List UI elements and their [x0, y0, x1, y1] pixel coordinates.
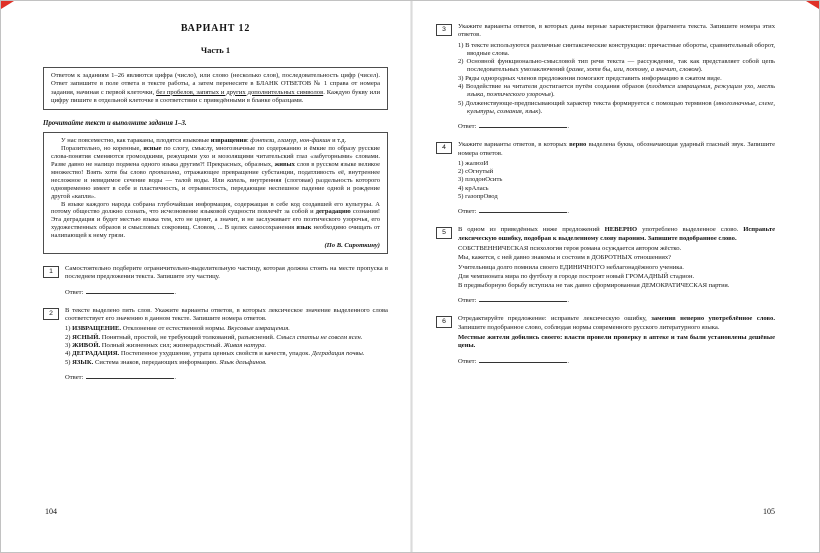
answer-label: Ответ:	[458, 208, 477, 216]
answer-label: Ответ:	[458, 297, 477, 305]
page-number-right: 105	[763, 507, 775, 516]
task-5-sentence-4: Для чемпионата мира по футболу в городе построят новый ГРОМАДНЫЙ стадион.	[458, 272, 695, 280]
left-page	[1, 1, 410, 552]
answer-line	[458, 295, 775, 304]
answer-blank[interactable]	[479, 356, 570, 365]
task-3-option-4: 4) Воздействие на читателя достигается путём создания образов (плодятся извращения, режущим ухо, месть языка, поэтического узорочья).	[458, 83, 775, 99]
answer-label: Ответ:	[458, 357, 477, 365]
answer-blank[interactable]	[479, 295, 570, 305]
passage-attribution: (По В. Сироткину)	[324, 242, 380, 250]
passage-paragraph: У нас повсеместно, как тараканы, плодятся языковые извращения: фэнтези, гламур, нон-фикшн и т.д.	[61, 137, 347, 145]
task-5-body	[458, 226, 775, 304]
task-2-option-2: 2) ЯСНЫЙ. Понятный, простой, не требующий толкований, разъяснений. Смысл статьи не совсем ясен.	[65, 333, 363, 341]
answer-suffix: .	[174, 288, 177, 296]
answer-label: Ответ:	[65, 373, 84, 381]
task-2-option-3: 3) ЖИВОЙ. Полный жизненных сил; жизнерадостный. Живая натура.	[65, 341, 267, 349]
task-2-body	[65, 307, 388, 381]
task-5-sentence-3: Учительница долго помнила своего ЕДИНИЧНОГО неблагонадёжного ученика.	[458, 263, 684, 271]
task-6-sentence: Местные жители добились своего: власти провели проверку в аптеке и там были установлены дешёвые цены.	[458, 334, 775, 350]
task-5-sentence-2: Мы, кажется, с ней давно знакомы и состоим в ДОБРОТНЫХ отношениях?	[458, 254, 672, 262]
task-5-prompt: В одном из приведённых ниже предложений НЕВЕРНО употреблено выделенное слово. Исправьте лексическую ошибку, подобрав к выделенному слову пароним. Запишите подобранное слово.	[458, 226, 775, 242]
passage-box	[43, 132, 388, 254]
task-2-option-4: 4) ДЕГРАДАЦИЯ. Постепенное ухудшение, утрата ценных свойств и качеств, упадок. Деградация почвы.	[65, 350, 365, 358]
answer-blank[interactable]	[479, 121, 570, 131]
answer-suffix: .	[567, 297, 570, 305]
task-1-body	[65, 265, 388, 296]
answer-blank[interactable]	[479, 206, 570, 216]
task-5-sentence-5: В предвыборную борьбу вступила не так давно сформированная ДЕМОКРАТИЧЕСКАЯ партия.	[458, 282, 730, 290]
task-4-option-3: 3) плодонОсить	[458, 176, 503, 184]
task-6-prompt: Отредактируйте предложение: исправьте лексическую ошибку, заменив неверно употреблённое слово. Запишите подобранное слово, соблюдая нормы современного русского литературного языка.	[458, 315, 775, 331]
task-2-option-1: 1) ИЗВРАЩЕНИЕ. Отклонение от естественной нормы. Вкусовые извращения.	[65, 325, 290, 333]
answer-suffix: .	[174, 373, 177, 381]
task-4-body	[458, 141, 775, 215]
page-gutter	[410, 1, 413, 552]
task-4-option-4: 4) крАлась	[458, 184, 489, 192]
task-3	[436, 23, 775, 130]
answer-line	[458, 121, 775, 130]
task-3-prompt: Укажите варианты ответов, в которых даны верные характеристики фрагмента текста. Запишите номера этих ответов.	[458, 23, 775, 39]
answer-blank[interactable]	[86, 287, 177, 296]
read-prompt: Прочитайте текст и выполните задания 1–3.	[43, 120, 187, 128]
answer-line	[65, 287, 388, 296]
task-3-option-1: 1) В тексте используются различные синтаксические конструкции: причастные обороты, сравнительный оборот, вводные слова.	[458, 41, 776, 57]
task-3-option-3: 3) Ряды однородных членов предложения помогают представить информацию в сжатом виде.	[458, 74, 722, 82]
task-1	[43, 265, 388, 296]
passage-paragraph: Поразительно, но коренные, ясные по слогу, смыслу, многозначные по содержанию и ёмкие по образу русские слова-понятия сменяются громоздкими, режущими ухо и мозолящими читательский глаз «забугорными» словами. Разве давно не налицо подмена одного языка другим?! Прекрасных, образных, живых слов в русском языке великое множество! Взять хотя бы слово проталина, отражающее превращение субстанции, податливость её, внутреннее несложное и невидимое сечение воды — талой воды. Или капель, внутренняя (слоговая) раздельность которого одновременно имеет в себе и пластичность, и отрывистость, передающие неспешное падение одной и рождение другой «капли».	[51, 145, 381, 200]
task-6	[436, 315, 775, 364]
task-3-number-box: 3	[436, 24, 452, 36]
part-title: Часть 1	[200, 45, 231, 55]
page-number-left: 104	[45, 507, 57, 516]
task-4-option-1: 1) жалюзИ	[458, 159, 489, 167]
task-1-number-box: 1	[43, 266, 59, 278]
task-3-option-2: 2) Основной функционально-смысловой тип речи текста — рассуждение, так как представляет собой цепь последовательных умозаключений (разве, хотя бы, или, потому, а значит, словом).	[458, 58, 775, 74]
task-5-sentence-1: СОБСТВЕННИЧЕСКАЯ психология героя романа осуждается автором жёстко.	[458, 244, 682, 252]
answer-label: Ответ:	[65, 288, 84, 296]
task-2-option-5: 5) ЯЗЫК. Система знаков, передающих информацию. Язык дельфинов.	[65, 358, 267, 366]
task-2	[43, 307, 388, 381]
right-page	[410, 1, 819, 552]
task-4	[436, 141, 775, 215]
task-4-option-2: 2) сОгнутый	[458, 168, 494, 176]
answer-suffix: .	[567, 123, 570, 131]
answer-line	[65, 372, 388, 381]
task-5	[436, 226, 775, 304]
answer-line	[458, 206, 775, 215]
answer-line	[458, 356, 775, 365]
task-1-prompt: Самостоятельно подберите ограничительно-выделительную частицу, которая должна стоять на месте пропуска в последнем предложении текста. Запишите эту частицу.	[65, 265, 388, 281]
answer-suffix: .	[567, 208, 570, 216]
passage-paragraph: В языке каждого народа собрана глубочайшая информация, содержащая в себе код создавшей его культуры. А потому общество должно сознать, что исчезновение языковой сущности повлечёт за собой и деградацию сознания! Эта деградация и будет местью языка тем, кто не ценит, а значит, и не заслуживает его поэтического узорочья, его художественных образов и смысловых сокровищ. Словом, ... В целях самосохранения язык необходимо очищать от налипающей к нему грязи.	[51, 200, 381, 240]
task-4-prompt: Укажите варианты ответов, в которых верно выделена буква, обозначающая ударный гласный звук. Запишите номера ответов.	[458, 141, 775, 157]
task-4-number-box: 4	[436, 142, 452, 154]
answer-suffix: .	[567, 357, 570, 365]
task-6-number-box: 6	[436, 316, 452, 328]
task-4-option-5: 5) газопрОвод	[458, 193, 498, 201]
task-3-option-5: 5) Долженствующе-предписывающий характер текста формируется с помощью терминов (многозначные, сленг, культуры, сознания, язык).	[458, 99, 775, 115]
instruction-box	[43, 67, 388, 110]
answer-blank[interactable]	[86, 372, 177, 381]
task-2-prompt: В тексте выделено пять слов. Укажите варианты ответов, в которых лексическое значение выделенного слова соответствует его значению в данном тексте. Запишите номера ответов.	[65, 306, 388, 323]
answer-label: Ответ:	[458, 123, 477, 131]
variant-title: ВАРИАНТ 12	[180, 23, 251, 34]
task-5-number-box: 5	[436, 227, 452, 239]
instruction-text: Ответом к заданиям 1–26 являются цифра (число), или слово (несколько слов), последовательность цифр (чисел). Ответ запишите в поле ответа в тексте работы, а затем перенесите в БЛАНК ОТВЕТОВ № 1 справа от номера задания, начиная с первой клеточки, без пробелов, запятых и других дополнительных символов. Каждую букву или цифру пишите в отдельной клеточке в соответствии с приведёнными в бланке образцами.	[51, 72, 380, 104]
task-2-number-box: 2	[43, 308, 59, 320]
task-3-body	[458, 23, 775, 130]
task-6-body	[458, 315, 775, 364]
